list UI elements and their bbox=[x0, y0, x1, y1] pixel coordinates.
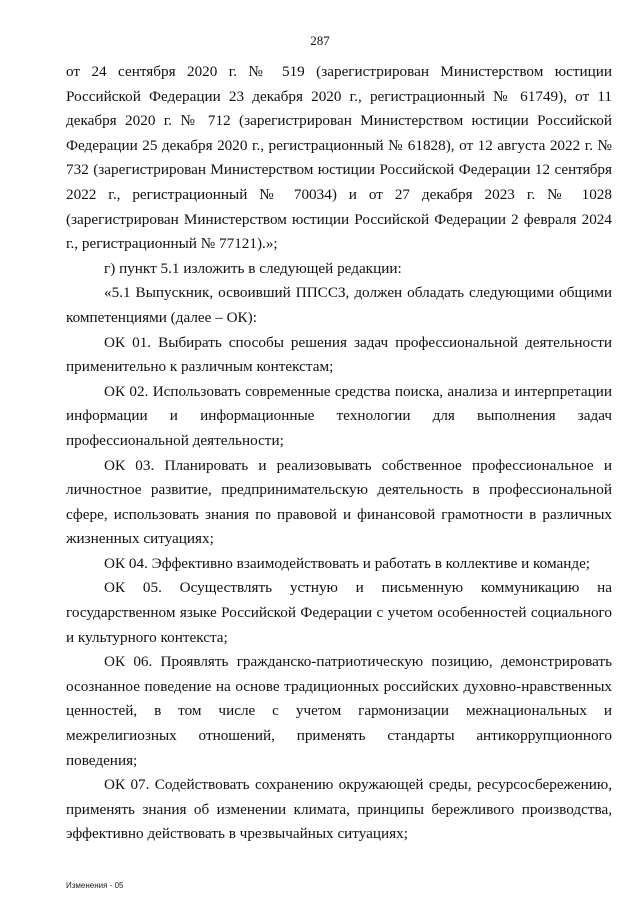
paragraph-5-1-intro: «5.1 Выпускник, освоивший ППССЗ, должен обладать следующими общими компетенциями (далее – ОК): bbox=[66, 284, 612, 326]
paragraph-amendment-g: г) пункт 5.1 изложить в следующей редакции: bbox=[104, 259, 402, 277]
paragraph-ok-05: ОК 05. Осуществлять устную и письменную коммуникацию на государственном языке Российской Федерации с учетом особенностей социального и культурного контекста; bbox=[66, 579, 612, 646]
paragraph-ok-03: ОК 03. Планировать и реализовывать собственное профессиональное и личностное развитие, предпринимательскую деятельность в профессиональной сфере, использовать знания по правовой и финансовой грамотности в различных жизненных ситуациях; bbox=[66, 456, 612, 548]
paragraph-continuation: от 24 сентября 2020 г. № 519 (зарегистрирован Министерством юстиции Российской Федерации 23 декабря 2020 г., регистрационный № 61749), от 11 декабря 2020 г. № 712 (зарегистрирован Министерством юстиции Российской Федерации 25 декабря 2020 г., регистрационный № 61828), от 12 августа 2022 г. № 732 (зарегистрирован Министерством юстиции Российской Федерации 12 сентября 2022 г., регистрационный № 70034) и от 27 декабря 2023 г. № 1028 (зарегистрирован Министерством юстиции Российской Федерации 2 февраля 2024 г., регистрационный № 77121).»; bbox=[66, 63, 612, 253]
page-number: 287 bbox=[310, 33, 330, 48]
document-body bbox=[66, 60, 612, 847]
page-footer: Изменения - 05 bbox=[66, 881, 124, 890]
paragraph-ok-06: ОК 06. Проявлять гражданско-патриотическую позицию, демонстрировать осознанное поведение на основе традиционных российских духовно-нравственных ценностей, в том числе с учетом гармонизации межнациональных и межрелигиозных отношений, применять стандарты антикоррупционного поведения; bbox=[66, 653, 612, 769]
paragraph-ok-01: ОК 01. Выбирать способы решения задач профессиональной деятельности применительно к различным контекстам; bbox=[66, 333, 612, 376]
paragraph-ok-07: ОК 07. Содействовать сохранению окружающей среды, ресурсосбережению, применять знания об изменении климата, принципы бережливого производства, эффективно действовать в чрезвычайных ситуациях; bbox=[66, 776, 612, 843]
paragraph-ok-04: ОК 04. Эффективно взаимодействовать и работать в коллективе и команде; bbox=[104, 554, 591, 572]
paragraph-ok-02: ОК 02. Использовать современные средства поиска, анализа и интерпретации информации и информационные технологии для выполнения задач профессиональной деятельности; bbox=[66, 382, 612, 449]
